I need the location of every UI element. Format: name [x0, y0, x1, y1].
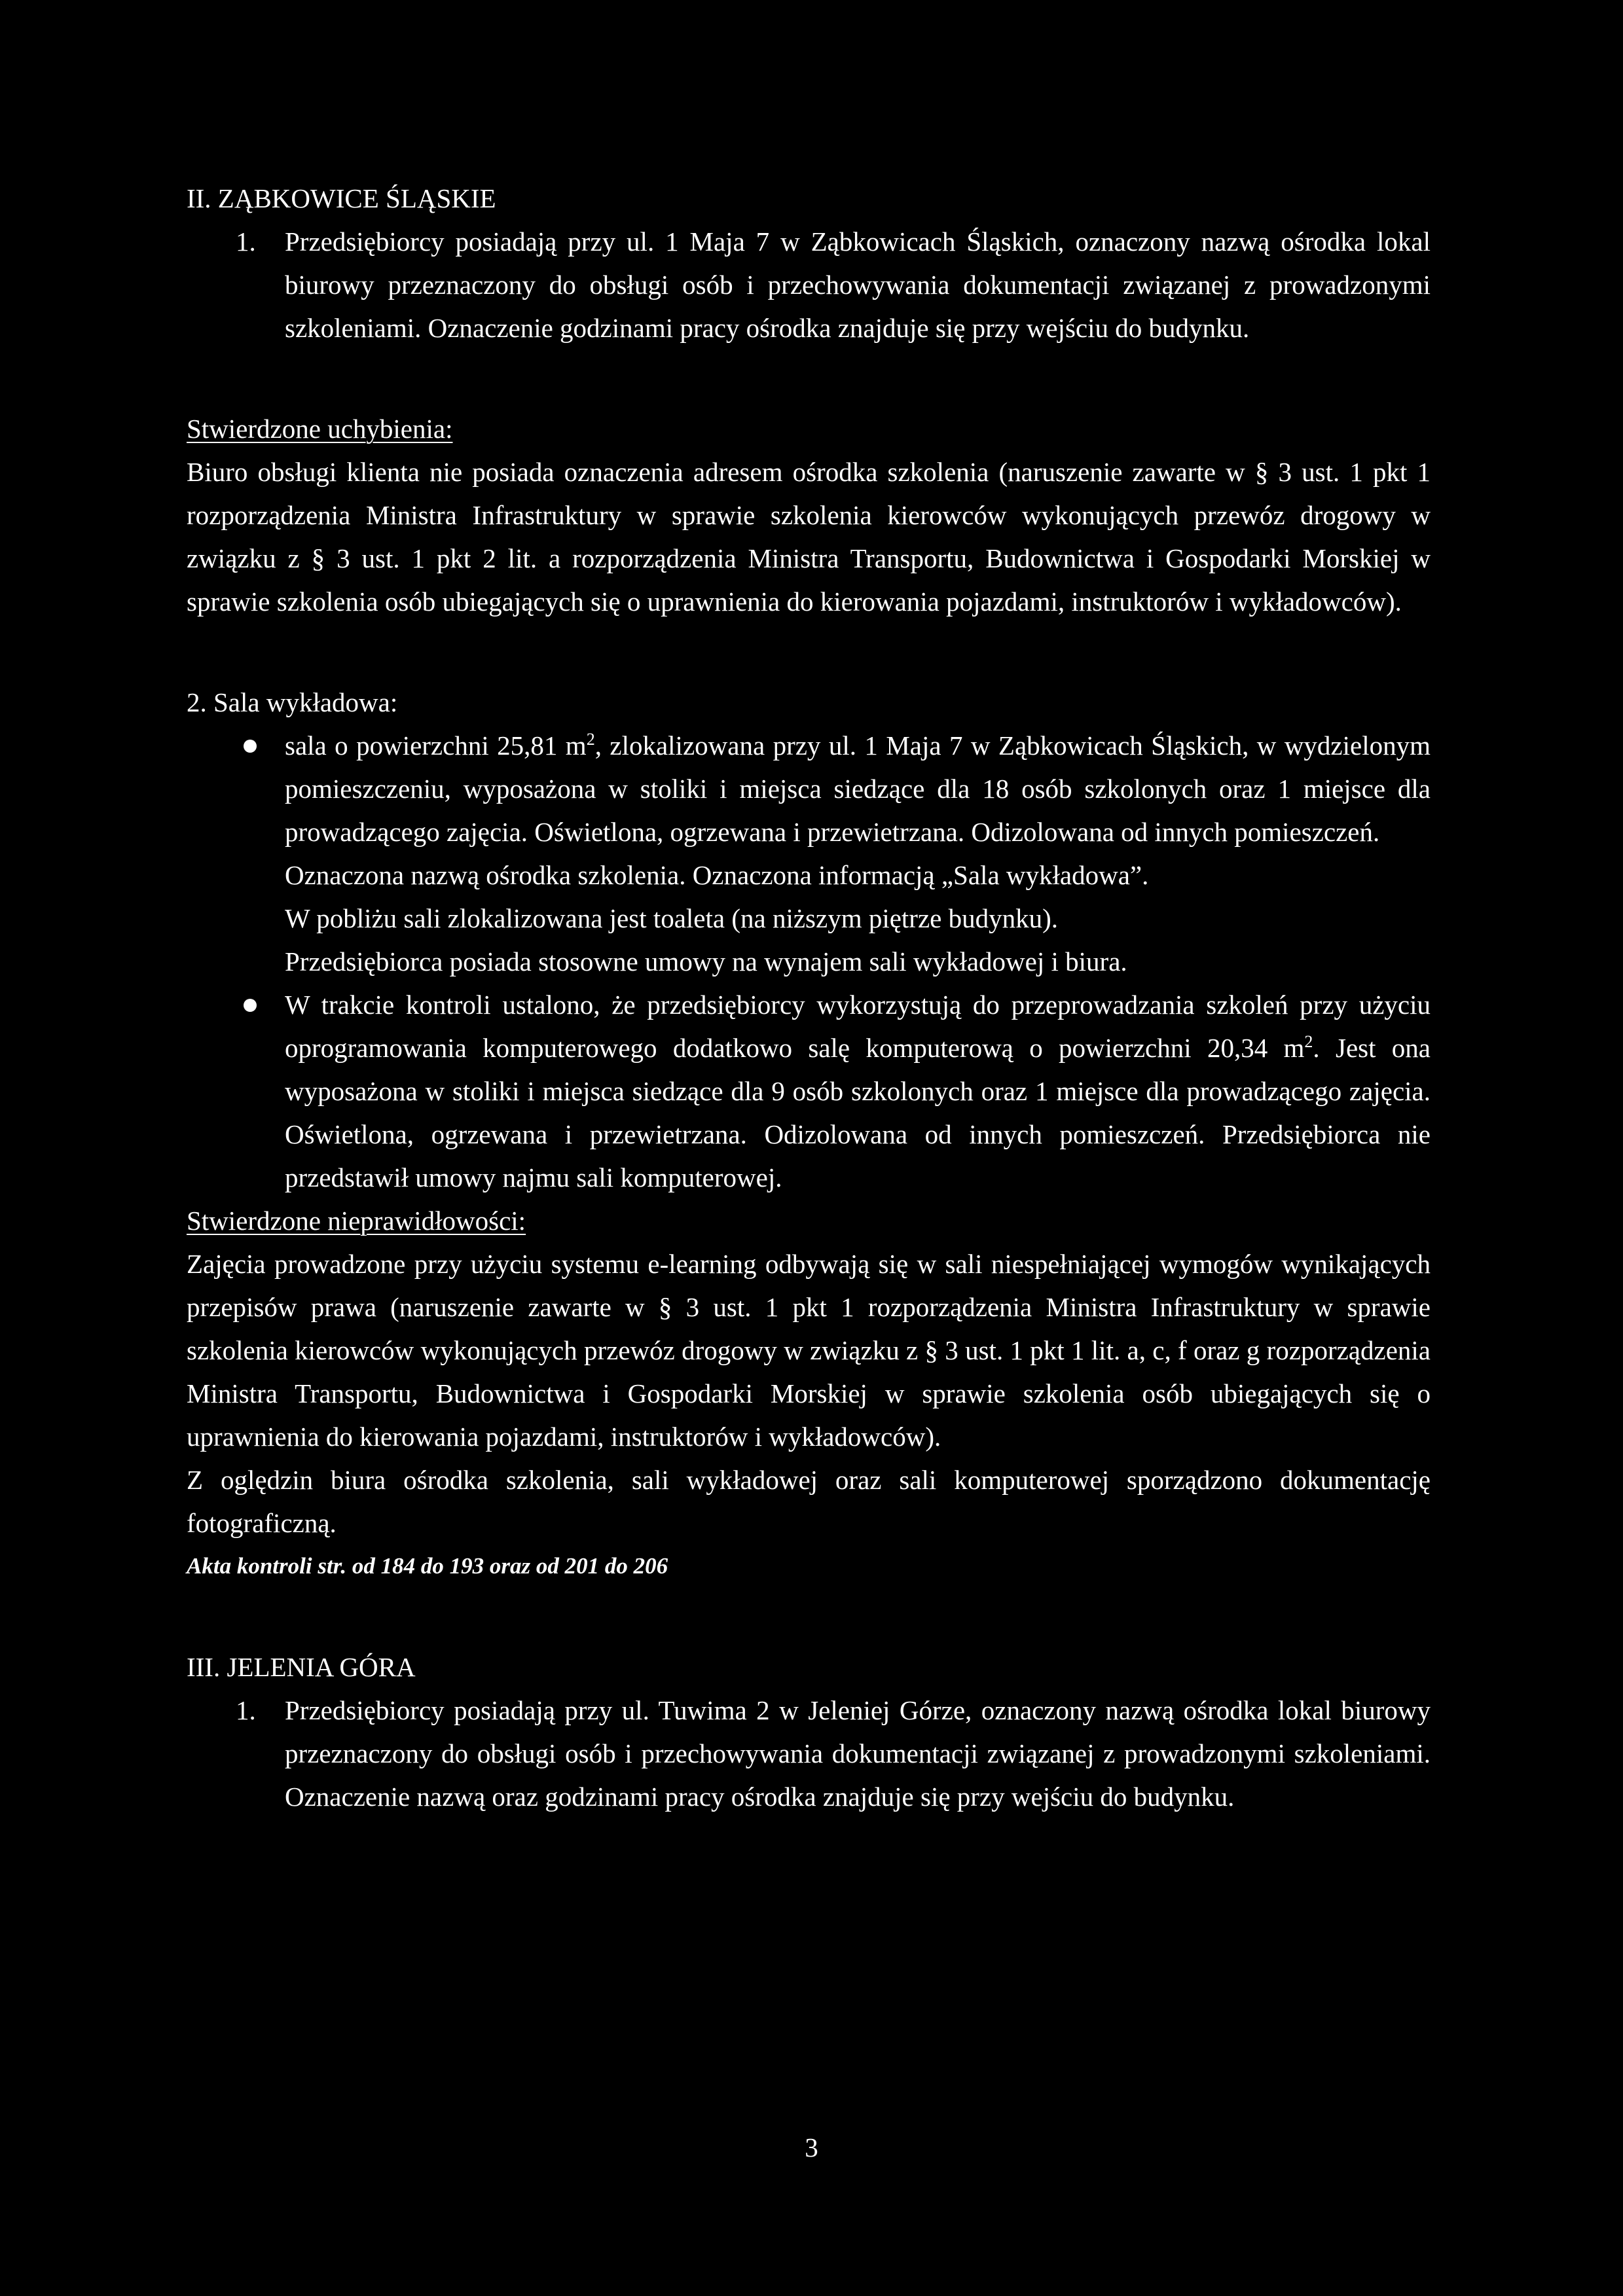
bullet-line: Przedsiębiorca posiada stosowne umowy na wynajem sali wykładowej i biura. — [285, 946, 1127, 977]
section-heading-jelenia-gora: III. JELENIA GÓRA — [187, 1652, 416, 1682]
item-number: 1. — [236, 226, 256, 257]
item-number: 1. — [236, 1695, 256, 1725]
findings-text: Biuro obsługi klienta nie posiada oznaczenia adresem ośrodka szkolenia (naruszenie zawarte w § 3 ust. 1 pkt 1 rozporządzenia Ministra Infrastruktury w sprawie szkolenia kierowców wykonujących przewóz drogowy w związku z § 3 ust. 1 pkt 2 lit. a rozporządzenia Ministra Transportu, Budownictwa i Gospodarki Morskiej w sprawie szkolenia osób ubiegających się o uprawnienia do kierowania pojazdami, instruktorów i wykładowców). — [187, 457, 1431, 617]
lecture-hall-heading: 2. Sala wykładowa: — [187, 687, 398, 717]
bullet-lecture-hall — [187, 724, 1431, 983]
findings-label: Stwierdzone uchybienia: — [187, 414, 453, 444]
citation: Akta kontroli str. od 184 do 193 oraz od 201 do 206 — [187, 1553, 668, 1579]
item-text: Przedsiębiorcy posiadają przy ul. Tuwima 2 w Jeleniej Górze, oznaczony nazwą ośrodka lokal biurowy przeznaczony do obsługi osób i przechowywania dokumentacji związanej z prowadzonymi szkoleniami. Oznaczenie nazwą oraz godzinami pracy ośrodka znajduje się przy wejściu do budynku. — [285, 1695, 1431, 1812]
numbered-item-office — [187, 220, 1431, 350]
irregularities-label: Stwierdzone nieprawidłowości: — [187, 1206, 526, 1236]
irregularities-text: Zajęcia prowadzone przy użyciu systemu e-learning odbywają się w sali niespełniającej wymogów wynikających przepisów prawa (naruszenie zawarte w § 3 ust. 1 pkt 1 rozporządzenia Ministra Infrastruktury w sprawie szkolenia kierowców wykonujących przewóz drogowy w związku z § 3 ust. 1 pkt 1 lit. a, c, f oraz g rozporządzenia Ministra Transportu, Budownictwa i Gospodarki Morskiej w sprawie szkolenia osób ubiegających się o uprawnienia do kierowania pojazdami, instruktorów i wykładowców). — [187, 1249, 1431, 1452]
item-text: Przedsiębiorcy posiadają przy ul. 1 Maja 7 w Ząbkowicach Śląskich, oznaczony nazwą ośrodka lokal biurowy przeznaczony do obsługi osób i przechowywania dokumentacji związanej z prowadzonymi szkoleniami. Oznaczenie godzinami pracy ośrodka znajduje się przy wejściu do budynku. — [285, 226, 1431, 343]
bullet-icon — [244, 999, 257, 1012]
section-heading-zabkowice: II. ZĄBKOWICE ŚLĄSKIE — [187, 183, 496, 213]
bullet-line: Oznaczona nazwą ośrodka szkolenia. Oznaczona informacją „Sala wykładowa”. — [285, 860, 1149, 890]
bullet-icon — [244, 740, 257, 753]
photo-documentation-text: Z oględzin biura ośrodka szkolenia, sali wykładowej oraz sali komputerowej sporządzono dokumentację fotograficzną. — [187, 1465, 1431, 1538]
bullet-text: sala o powierzchni 25,81 $m^2$, zlokalizowana przy ul. 1 Maja 7 w Ząbkowicach Śląskich, w wydzielonym pomieszczeniu, wyposażona w stoliki i miejsca siedzące dla 18 osób szkolonych oraz 1 miejsce dla prowadzącego zajęcia. Oświetlona, ogrzewana i przewietrzana. Odizolowana od innych pomieszczeń. — [285, 730, 1431, 847]
bullet-line: W pobliżu sali zlokalizowana jest toaleta (na niższym piętrze budynku). — [285, 903, 1059, 933]
numbered-item-office — [187, 1689, 1431, 1818]
page-number: 3 — [805, 2132, 818, 2162]
bullet-computer-room — [187, 983, 1431, 1199]
document-page — [187, 177, 1431, 1818]
bullet-text: W trakcie kontroli ustalono, że przedsiębiorcy wykorzystują do przeprowadzania szkoleń przy użyciu oprogramowania komputerowego dodatkowo salę komputerową o powierzchni 20,34 $m^2$. Jest ona wyposażona w stoliki i miejsca siedzące dla 9 osób szkolonych oraz 1 miejsce dla prowadzącego zajęcia. Oświetlona, ogrzewana i przewietrzana. Odizolowana od innych pomieszczeń. Przedsiębiorca nie przedstawił umowy najmu sali komputerowej. — [285, 990, 1431, 1193]
